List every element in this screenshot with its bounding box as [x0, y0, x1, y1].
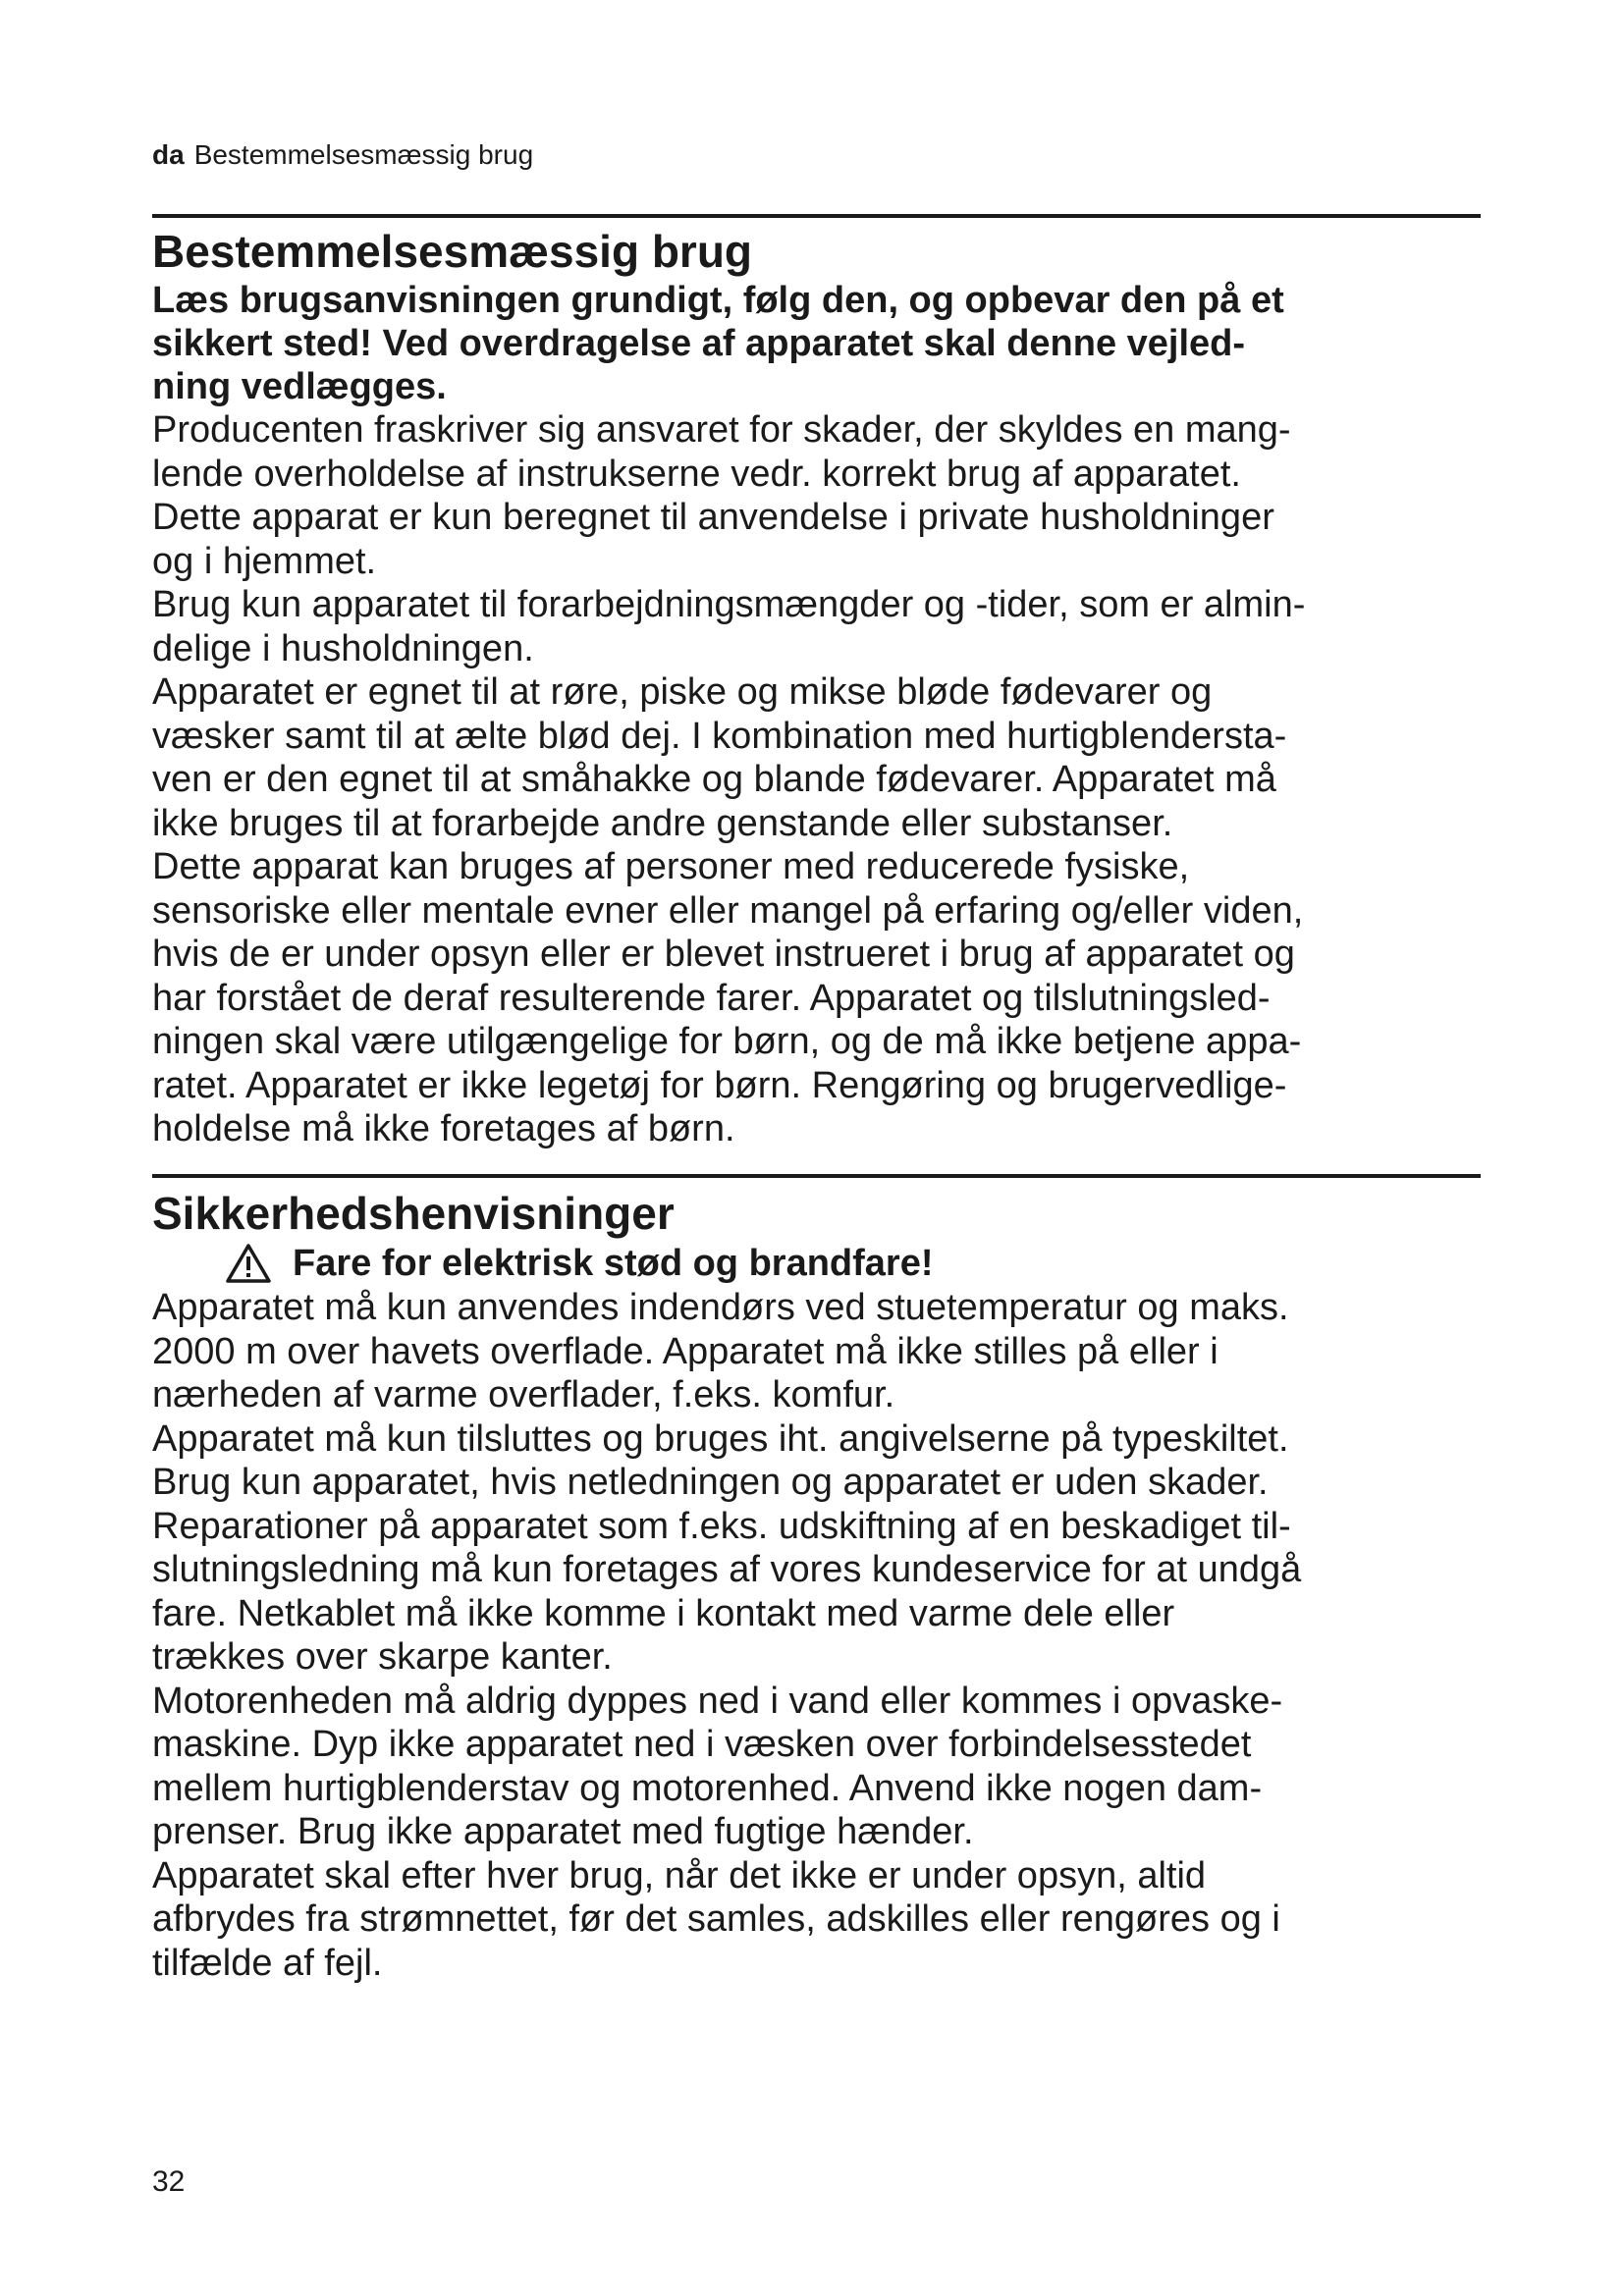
paragraph-disconnect: [152, 1854, 1481, 1986]
language-code: da: [152, 139, 185, 170]
text-line: og i hjemmet.: [152, 540, 377, 582]
text-line: Motorenheden må aldrig dyppes ned i vand eller kommes i opvaske-: [152, 1680, 1283, 1722]
text-line: Reparationer på apparatet som f.eks. udskiftning af en beskadiget til-: [152, 1505, 1291, 1547]
text-line: nærheden af varme overflader, f.eks. komfur.: [152, 1374, 895, 1415]
section-divider-safety: [152, 1174, 1481, 1178]
paragraph-indoor-use: [152, 1286, 1481, 1417]
text-line: delige i husholdningen.: [152, 627, 534, 669]
text-line: Brug kun apparatet til forarbejdningsmængder og -tider, som er almin-: [152, 584, 1306, 625]
section-safety: [152, 1186, 1481, 1985]
text-line: Dette apparat kan bruges af personer med reducerede fysiske,: [152, 846, 1190, 887]
warning-heading: [226, 1241, 1481, 1286]
running-head: [152, 137, 533, 173]
text-line: slutningsledning må kun foretages af vores kundeservice for at undgå: [152, 1549, 1302, 1590]
text-line: tilfælde af fejl.: [152, 1942, 383, 1984]
text-line: Apparatet må kun anvendes indendørs ved stuetemperatur og maks.: [152, 1287, 1289, 1328]
section-intended-use: [152, 224, 1481, 1151]
text-line: ningen skal være utilgængelige for børn, og de må ikke betjene appa-: [152, 1021, 1302, 1062]
text-line: fare. Netkablet må ikke komme i kontakt med varme dele eller: [152, 1592, 1175, 1634]
text-line: har forstået de deraf resulterende farer. Apparatet og tilslutningsled-: [152, 977, 1271, 1019]
text-line: holdelse må ikke foretages af børn.: [152, 1108, 735, 1149]
text-line: Apparatet skal efter hver brug, når det ikke er under opsyn, altid: [152, 1854, 1207, 1896]
paragraph-household-use: [152, 496, 1481, 583]
section-title-intended-use: Bestemmelsesmæssig brug: [152, 226, 753, 277]
warning-triangle-icon: [226, 1243, 271, 1284]
text-line: 2000 m over havets overflade. Apparatet må ikke stilles på eller i: [152, 1330, 1218, 1372]
text-line: ikke bruges til at forarbejde andre genstande eller substanser.: [152, 802, 1173, 844]
paragraph-suitable-uses: [152, 670, 1481, 845]
text-line: lende overholdelse af instrukserne vedr. korrekt brug af apparatet.: [152, 453, 1241, 495]
text-line: Apparatet må kun tilsluttes og bruges iht. angivelserne på typeskiltet.: [152, 1417, 1289, 1460]
text-line: ven er den egnet til at småhakke og blande fødevarer. Apparatet må: [152, 759, 1276, 800]
text-line: Dette apparat er kun beregnet til anvendelse i private husholdninger: [152, 497, 1274, 538]
lead-paragraph: [152, 279, 1481, 408]
text-line: væsker samt til at ælte blød dej. I kombination med hurtigblendersta-: [152, 715, 1287, 757]
section-divider-top: [152, 214, 1481, 218]
text-line: mellem hurtigblenderstav og motorenhed. Anvend ikke nogen dam-: [152, 1767, 1263, 1809]
text-line: maskine. Dyp ikke apparatet ned i væsken over forbindelsesstedet: [152, 1724, 1252, 1765]
page-number: 32: [152, 2165, 186, 2198]
lead-line: sikkert sted! Ved overdragelse af apparatet skal denne vejled-: [152, 323, 1246, 364]
paragraph-quantities: [152, 583, 1481, 670]
paragraph-persons-children: [152, 845, 1481, 1151]
text-line: Producenten fraskriver sig ansvaret for skader, der skyldes en mang-: [152, 409, 1291, 451]
section-title-safety: Sikkerhedshenvisninger: [152, 1188, 675, 1239]
text-line: prenser. Brug ikke apparatet med fugtige hænder.: [152, 1811, 974, 1852]
lead-line: Læs brugsanvisningen grundigt, følg den, og opbevar den på et: [152, 280, 1284, 321]
text-line: trækkes over skarpe kanter.: [152, 1636, 613, 1678]
lead-line: ning vedlægges.: [152, 366, 447, 407]
text-line: sensoriske eller mentale evner eller mangel på erfaring og/eller viden,: [152, 889, 1304, 932]
text-line: hvis de er under opsyn eller er blevet instrueret i brug af apparatet og: [152, 934, 1295, 975]
text-line: afbrydes fra strømnettet, før det samles, adskilles eller rengøres og i: [152, 1898, 1280, 1940]
text-line: Brug kun apparatet, hvis netledningen og apparatet er uden skader.: [152, 1462, 1269, 1503]
text-line: Apparatet er egnet til at røre, piske og mikse bløde fødevarer og: [152, 671, 1213, 713]
paragraph-connection: [152, 1417, 1481, 1680]
warning-title: Fare for elektrisk stød og brandfare!: [293, 1243, 934, 1284]
running-title: Bestemmelsesmæssig brug: [193, 139, 534, 170]
paragraph-motor-unit: [152, 1680, 1481, 1854]
text-line: ratet. Apparatet er ikke legetøj for børn. Rengøring og brugervedlige-: [152, 1064, 1287, 1106]
paragraph-liability: [152, 408, 1481, 496]
